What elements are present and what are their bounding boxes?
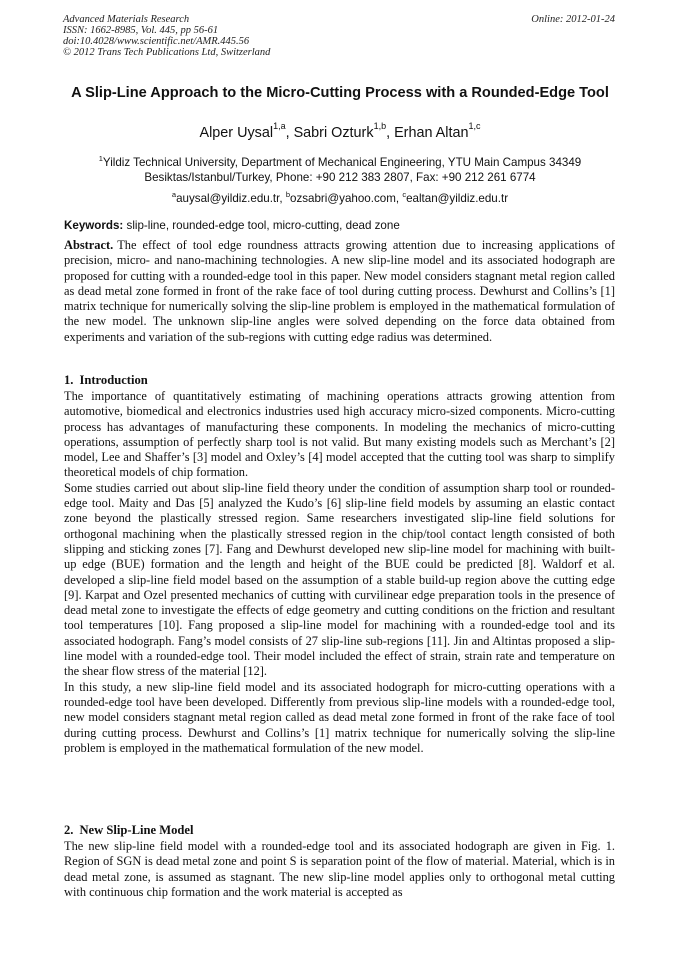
abstract-label: Abstract. xyxy=(64,238,114,252)
abstract-paragraph: Abstract. The effect of tool edge roundness attracts growing attention due to increasing applications of precision, micro- and nano-machining technologies. A new slip-line model and its associated hodograph are proposed for cutting with a rounded-edge tool in this paper. New model considers stagnant metal region called as dead metal zone formed in front of the rake face of tool during cutting process. Dewhurst and Collins’s [1] matrix technique for numerically solving the slip-line problem is employed in the mathematical formulation of the new model. The unknown slip-line angles were solved depending on the force data obtained from experiments and variation of the sub-regions with cutting edge radius was determined. xyxy=(64,238,615,344)
author-emails: $^a$auysal@yildiz.edu.tr, $^b$ozsabri@yahoo.com, $^c$ealtan@yildiz.edu.tr xyxy=(171,190,509,205)
journal-header xyxy=(63,14,615,58)
copyright-line: © 2012 Trans Tech Publications Ltd, Switzerland xyxy=(63,47,271,58)
body-paragraph: Some studies carried out about slip-line field theory under the condition of assumption sharp tool or rounded-edge tool. Maity and Das [5] analyzed the Kudo’s [6] slip-line field models by assuming an elastic contact zone beyond the plastically stressed region. Same researchers investigated slip-line field solutions for orthogonal machining when the plastically stressed region in the chip/tool contact length consisted of both slipping and sticking zones [7]. Fang and Dewhurst developed new slip-line model for machining with built-up edge (BUE) formation and the length and height of the BUE could be predicted [8]. Waldorf et al. developed a slip-line field model based on the assumption of a stable build-up region above the cutting edge [9]. Karpat and Ozel presented mechanics of cutting with curvilinear edge preparation tools in the presence of dead metal zone to investigate the effects of edge geometry and cutting conditions on the friction and resultant tool temperatures [10]. Fang proposed a slip-line model for machining with a rounded-edge tool and its associated hodograph. Fang’s model consists of 27 slip-line sub-regions [11]. Jin and Altintas proposed a slip-line model with a rounded-edge tool. Their model included the effect of strain, strain rate and temperature on the shear flow stress of the material [12]. xyxy=(64,480,615,679)
author-affiliation-mark: 1,a xyxy=(273,121,286,131)
affiliation-line: Besiktas/Istanbul/Turkey, Phone: +90 212 383 2807, Fax: +90 212 261 6774 xyxy=(144,170,536,184)
email-address: ozsabri@yahoo.com xyxy=(290,192,396,205)
author-name: Sabri Ozturk xyxy=(293,125,374,141)
issn-line: ISSN: 1662-8985, Vol. 445, pp 56-61 xyxy=(63,25,219,36)
keywords-text: slip-line, rounded-edge tool, micro-cutting, dead zone xyxy=(126,219,400,232)
section-heading: 1. Introduction xyxy=(64,373,148,387)
author-name: Erhan Altan xyxy=(394,125,469,141)
author-name: Alper Uysal xyxy=(199,125,274,141)
affiliation-mark: 1 xyxy=(98,154,103,163)
author-affiliation-mark: 1,b xyxy=(373,121,387,131)
journal-name: Advanced Materials Research xyxy=(63,14,190,25)
affiliation-line: $^1$Yildiz Technical University, Department of Mechanical Engineering, YTU Main Campus 34349 xyxy=(98,154,582,169)
affiliation xyxy=(64,156,616,185)
author-list: Alper Uysal$^{1,a}$, Sabri Ozturk$^{1,b}$, Erhan Altan$^{1,c}$ xyxy=(199,121,481,141)
keywords xyxy=(64,219,616,233)
doi-line: doi:10.4028/www.scientific.net/AMR.445.56 xyxy=(63,36,250,47)
abstract xyxy=(64,238,615,345)
section-heading: 2. New Slip-Line Model xyxy=(64,823,194,837)
keywords-label: Keywords: xyxy=(64,219,124,232)
body-paragraph: The importance of quantitatively estimating of machining operations attracts growing attention from automotive, biomedical and electronics industries used high accuracy micro-sized components. Micro-cutting process has advantages of manufacturing these components. In modeling the mechanics of micro-cutting operations, assumption of perfectly sharp tool is not valid. But many existing models such as Merchant’s [2] model, Lee and Shaffer’s [3] model and Oxley’s [4] model accepted that the cutting tool was sharp to simplify theoretical models of chip formation. xyxy=(64,389,615,480)
body-paragraph: The new slip-line field model with a rounded-edge tool and its associated hodograph are given in Fig. 1. Region of SGN is dead metal zone and point S is separation point of the flow of material. Material, which is in dead metal zone, is assumed as stagnant. The new slip-line model applies only to orthogonal metal cutting with continuous chip formation and the work material is accepted as xyxy=(64,839,615,899)
section-introduction xyxy=(64,372,615,756)
section-new-slip-line-model xyxy=(64,822,615,900)
author-affiliation-mark: 1,c xyxy=(468,121,481,131)
body-paragraph: In this study, a new slip-line field model and its associated hodograph for micro-cutting operations with a rounded-edge tool have been developed. Differently from previous slip-line models with a rounded-edge tool, new model considers stagnant metal region called as dead metal zone formed in front of the rake face of tool during cutting process. Dewhurst and Collins’s [1] matrix technique for numerically solving the slip-line problem is employed in the mathematical formulation of the new model. xyxy=(64,679,615,755)
paper-title: A Slip-Line Approach to the Micro-Cutting Process with a Rounded-Edge Tool xyxy=(71,85,609,101)
email-address: ealtan@yildiz.edu.tr xyxy=(406,192,509,205)
email-address: auysal@yildiz.edu.tr xyxy=(176,192,280,205)
online-date: Online: 2012-01-24 xyxy=(531,14,615,25)
